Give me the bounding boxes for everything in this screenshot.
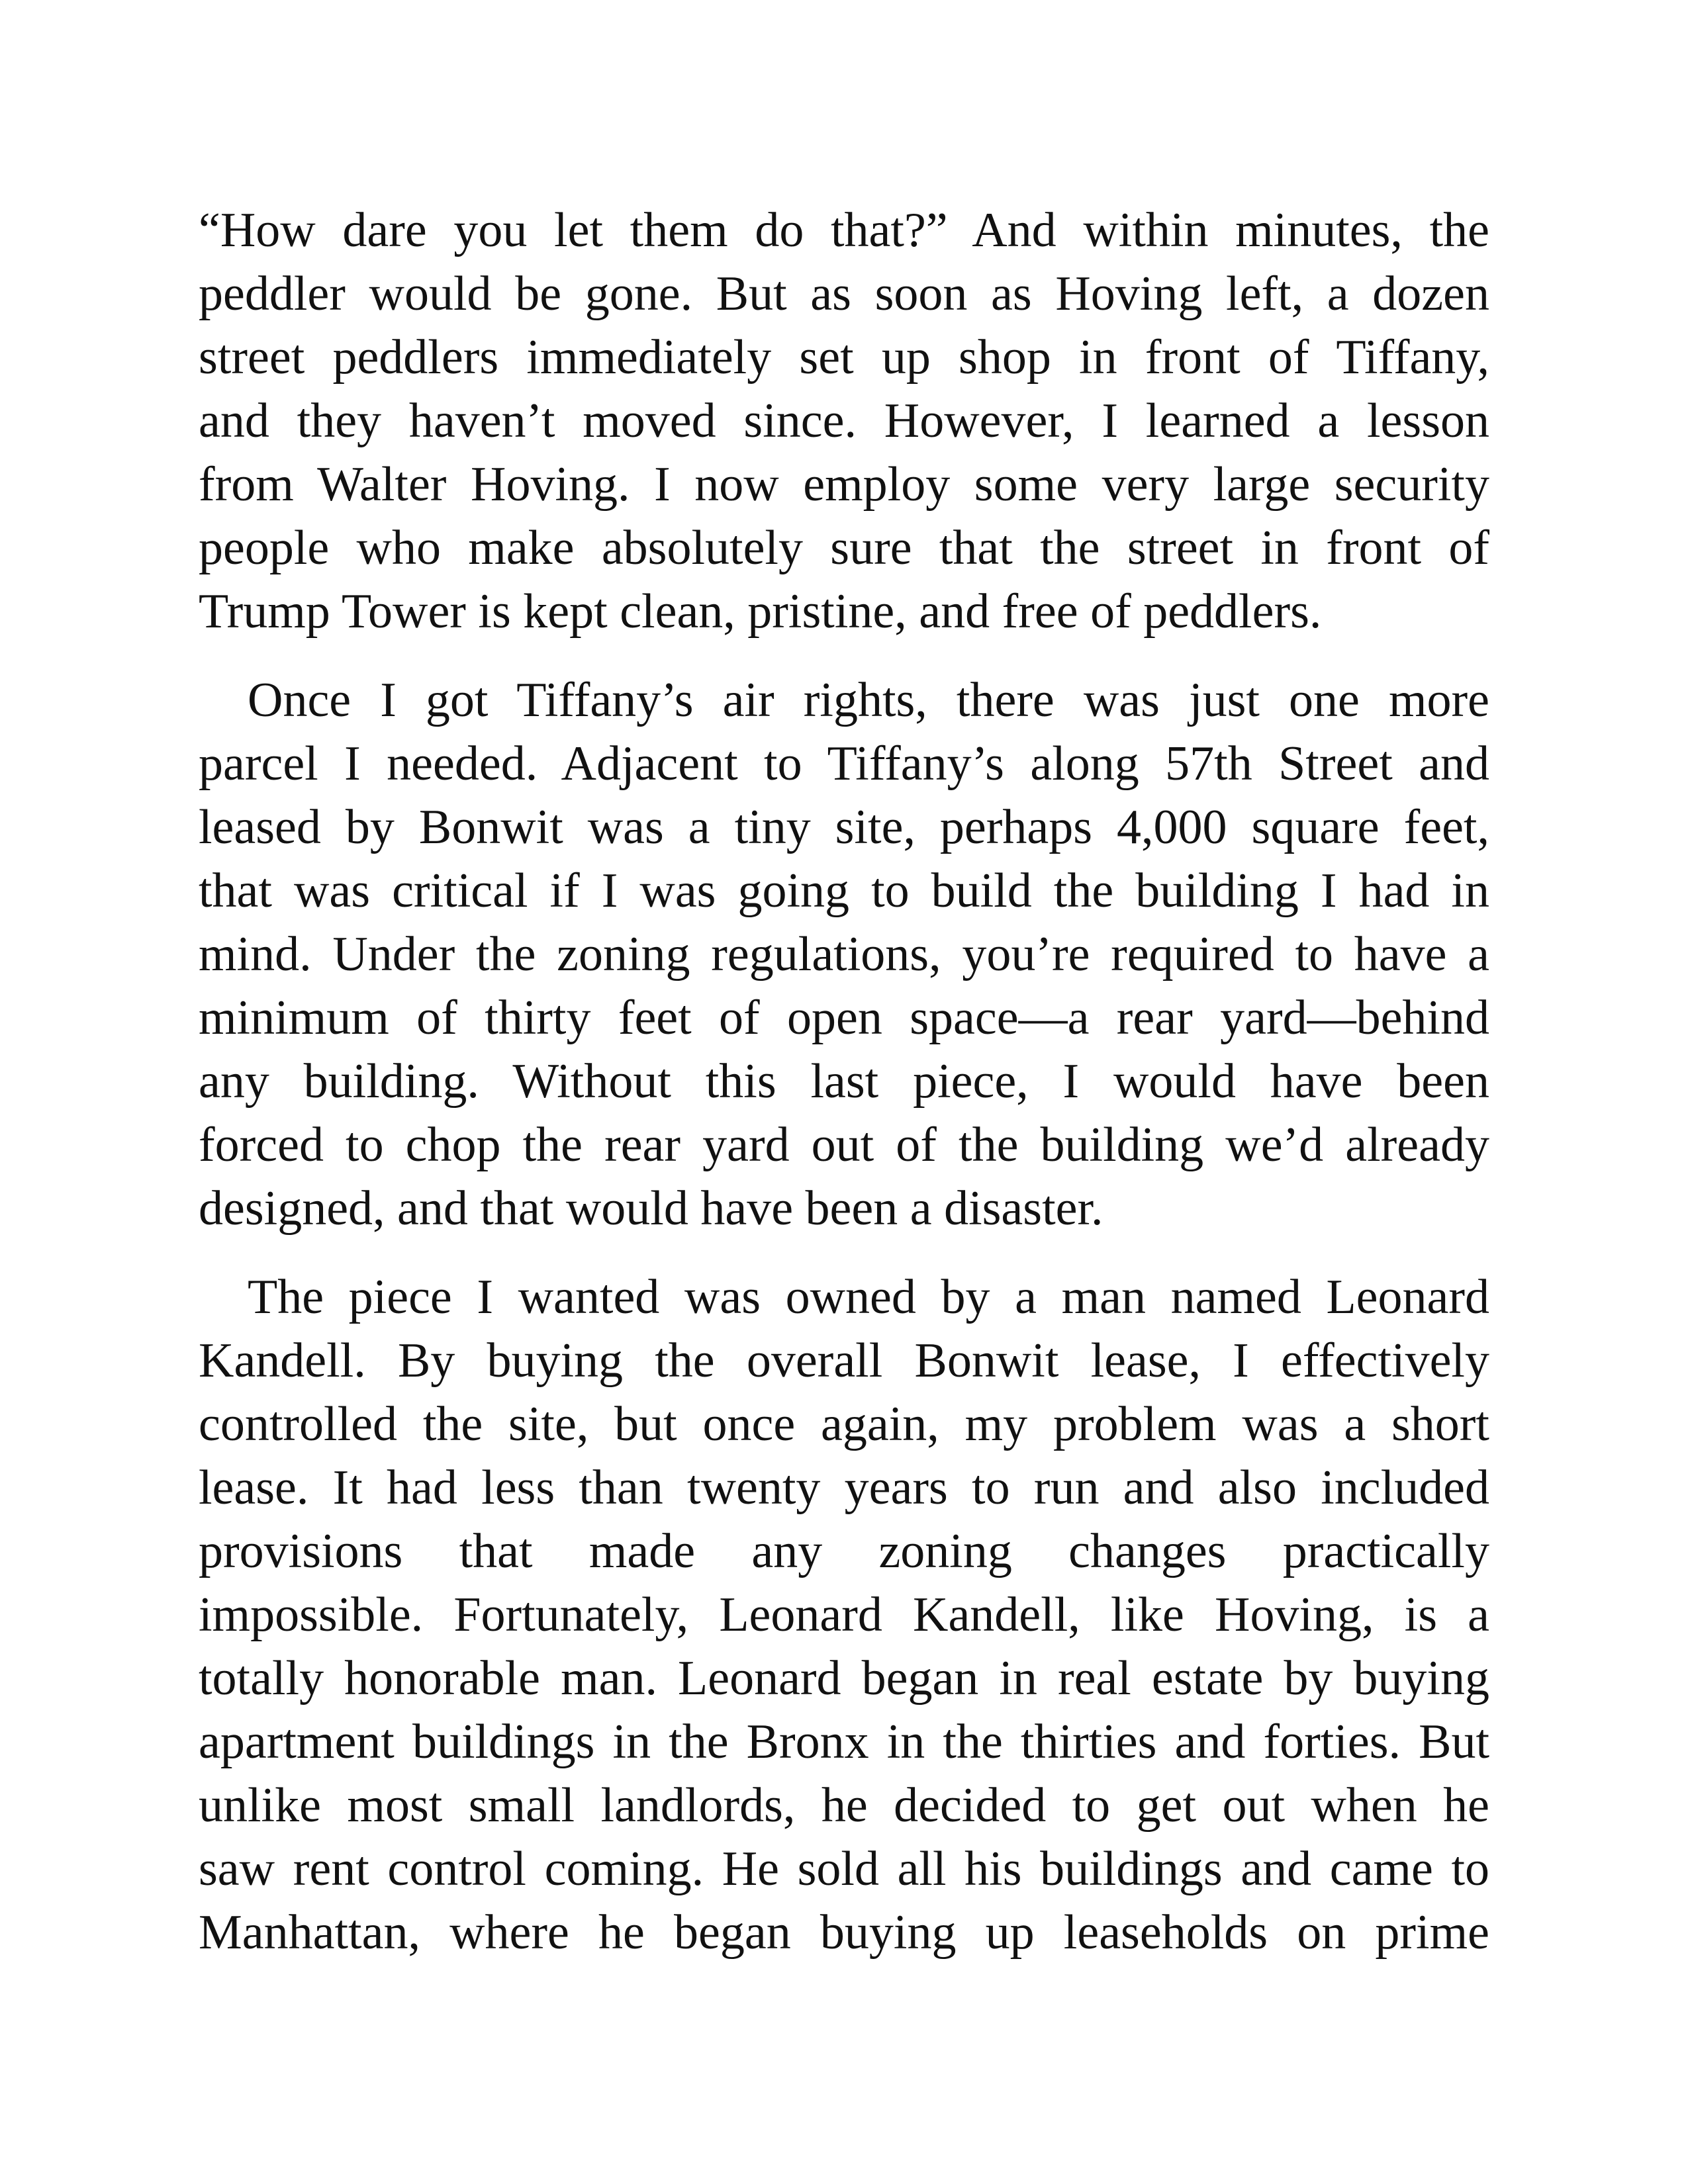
text-line: Trump Tower is kept clean, pristine, and free of peddlers. bbox=[199, 584, 1322, 639]
text-line: totally honorable man. Leonard began in real estate by buying bbox=[199, 1651, 1489, 1706]
text-line: Once I got Tiffany’s air rights, there was just one more bbox=[248, 673, 1489, 727]
text-line: Manhattan, where he began buying up leaseholds on prime bbox=[199, 1905, 1489, 1960]
text-line: peddler would be gone. But as soon as Hoving left, a dozen bbox=[199, 267, 1489, 321]
text-line: provisions that made any zoning changes practically bbox=[199, 1524, 1489, 1578]
text-line: any building. Without this last piece, I would have been bbox=[199, 1054, 1489, 1109]
book-page bbox=[199, 0, 1489, 2184]
text-line: unlike most small landlords, he decided to get out when he bbox=[199, 1778, 1489, 1833]
text-line: street peddlers immediately set up shop in front of Tiffany, bbox=[199, 330, 1489, 385]
text-line: controlled the site, but once again, my problem was a short bbox=[199, 1397, 1489, 1451]
text-line: and they haven’t moved since. However, I learned a lesson bbox=[199, 394, 1489, 448]
text-line: “How dare you let them do that?” And within minutes, the bbox=[199, 203, 1489, 257]
text-line: designed, and that would have been a disaster. bbox=[199, 1181, 1103, 1236]
text-line: from Walter Hoving. I now employ some very large security bbox=[199, 457, 1489, 512]
text-line: saw rent control coming. He sold all his buildings and came to bbox=[199, 1842, 1489, 1896]
text-line: forced to chop the rear yard out of the building we’d already bbox=[199, 1118, 1489, 1172]
text-line: parcel I needed. Adjacent to Tiffany’s along 57th Street and bbox=[199, 737, 1489, 791]
text-line: impossible. Fortunately, Leonard Kandell, like Hoving, is a bbox=[199, 1588, 1489, 1642]
text-line: Kandell. By buying the overall Bonwit lease, I effectively bbox=[199, 1334, 1489, 1388]
text-line: minimum of thirty feet of open space—a rear yard—behind bbox=[199, 991, 1489, 1045]
text-line: apartment buildings in the Bronx in the thirties and forties. But bbox=[199, 1715, 1489, 1769]
text-line: people who make absolutely sure that the street in front of bbox=[199, 521, 1489, 575]
text-line: mind. Under the zoning regulations, you’re required to have a bbox=[199, 927, 1489, 981]
text-line: that was critical if I was going to build the building I had in bbox=[199, 864, 1489, 918]
text-line: lease. It had less than twenty years to run and also included bbox=[199, 1461, 1489, 1515]
text-line: leased by Bonwit was a tiny site, perhaps 4,000 square feet, bbox=[199, 800, 1489, 854]
text-line: The piece I wanted was owned by a man named Leonard bbox=[248, 1270, 1489, 1324]
